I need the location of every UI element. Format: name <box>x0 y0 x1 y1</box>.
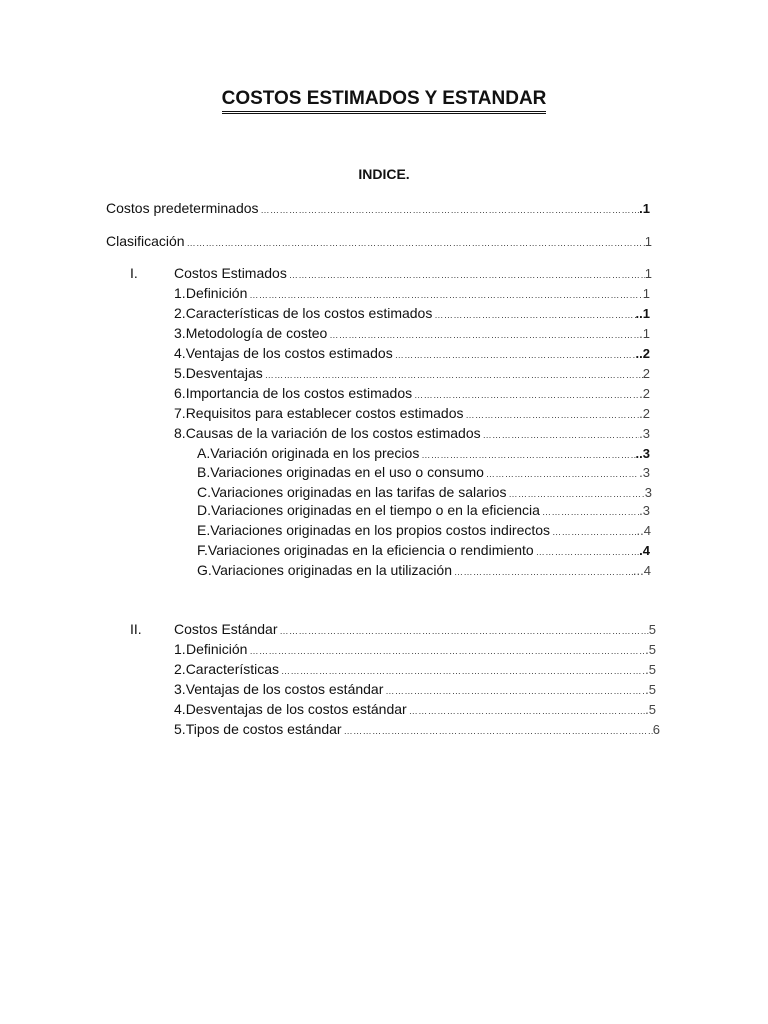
toc-item[interactable] <box>174 304 650 324</box>
toc-item-label: Definición <box>185 641 248 657</box>
toc-entry-label: Costos Estándar <box>174 621 278 637</box>
toc-page-number: 2 <box>642 366 650 381</box>
toc-item-label: Definición <box>185 285 248 301</box>
toc-item-number: 3. <box>174 681 186 697</box>
dot-leader <box>542 503 639 521</box>
toc-item-number: 6. <box>174 385 186 401</box>
toc-page-number: .3 <box>639 503 650 518</box>
toc-subitem-letter: D. <box>197 502 211 518</box>
toc-subitem[interactable] <box>197 541 650 561</box>
toc-item-number: 3. <box>174 325 186 341</box>
toc-item-label: Causas de la variación de los costos estimados <box>185 425 481 441</box>
toc-section-costos-estimados[interactable] <box>174 264 652 284</box>
toc-item[interactable] <box>174 700 656 720</box>
toc-subitem-letter: G. <box>197 562 212 578</box>
toc-page-number: ..2 <box>635 346 650 361</box>
toc-subitem-label: Variaciones originadas en el uso o consumo <box>210 464 484 480</box>
toc-page-number: ..4 <box>636 523 651 538</box>
dot-leader <box>329 326 639 344</box>
toc-item-number: 7. <box>174 405 186 421</box>
toc-item-label: Requisitos para establecer costos estimados <box>185 405 464 421</box>
toc-page-number: .4 <box>639 543 650 558</box>
toc-page-number: 6 <box>652 722 660 737</box>
toc-item-label: Características de los costos estimados <box>185 305 433 321</box>
toc-subitem[interactable] <box>197 561 651 581</box>
toc-page-number: .2 <box>639 386 650 401</box>
toc-subitem[interactable] <box>197 444 650 464</box>
dot-leader <box>265 366 643 384</box>
toc-item-label: Desventajas <box>185 365 263 381</box>
index-heading: INDICE. <box>358 166 410 182</box>
toc-item[interactable] <box>174 324 650 344</box>
toc-page-number: 5 <box>648 622 656 637</box>
toc-item-label: Ventajas de los costos estimados <box>185 345 393 361</box>
dot-leader <box>421 446 635 464</box>
toc-subitem-letter: A. <box>197 445 211 461</box>
toc-page-number: ..3 <box>635 446 650 461</box>
toc-item-number: 5. <box>174 365 186 381</box>
toc-item[interactable] <box>174 344 650 364</box>
dot-leader <box>454 563 633 581</box>
dot-leader <box>552 523 636 541</box>
toc-item-number: 1. <box>174 285 186 301</box>
toc-page-number: .2 <box>639 406 650 421</box>
dot-leader <box>414 386 639 404</box>
toc-item-number: 4. <box>174 701 186 717</box>
section-numeral-ii: II. <box>130 621 142 637</box>
toc-page-number: .3 <box>639 426 650 441</box>
toc-subitem-label: Variaciones originadas en el tiempo o en la eficiencia <box>211 502 540 518</box>
toc-item-label: Tipos de costos estándar <box>185 721 342 737</box>
toc-item[interactable] <box>174 720 660 740</box>
toc-subitem[interactable] <box>197 483 652 503</box>
toc-page-number: 1 <box>642 286 650 301</box>
dot-leader <box>187 234 645 252</box>
toc-subitem-letter: F. <box>197 542 208 558</box>
toc-entry-label: Clasificación <box>106 233 185 249</box>
toc-subitem-label: Variaciones originadas en las tarifas de salarios <box>211 484 507 500</box>
section-numeral-i: I. <box>130 265 138 281</box>
dot-leader <box>344 722 653 740</box>
toc-page-number: .5 <box>645 662 656 677</box>
toc-subitem-label: Variación originada en los precios <box>210 445 420 461</box>
document-title-text: COSTOS ESTIMADOS Y ESTANDAR <box>222 88 547 114</box>
toc-subitem-label: Variaciones originadas en la utilización <box>211 562 452 578</box>
toc-item-label: Ventajas de los costos estándar <box>185 681 384 697</box>
toc-subitem-label: Variaciones originadas en la eficiencia o rendimiento <box>207 542 534 558</box>
toc-page-number: .5 <box>645 642 656 657</box>
toc-page-number: 3 <box>644 485 652 500</box>
toc-page-number: ..1 <box>635 306 650 321</box>
toc-item[interactable] <box>174 364 650 384</box>
toc-section-costos-estandar[interactable] <box>174 620 656 640</box>
toc-item[interactable] <box>174 640 656 660</box>
toc-item[interactable] <box>174 424 650 444</box>
toc-item[interactable] <box>174 404 650 424</box>
toc-subitem[interactable] <box>197 501 650 521</box>
dot-leader <box>249 642 645 660</box>
toc-subitem[interactable] <box>197 463 650 483</box>
toc-item-label: Características <box>185 661 280 677</box>
toc-entry-label: Costos predeterminados <box>106 200 259 216</box>
dot-leader <box>281 662 645 680</box>
dot-leader <box>280 622 649 640</box>
dot-leader <box>409 702 645 720</box>
dot-leader <box>385 682 645 700</box>
toc-item-label: Desventajas de los costos estándar <box>185 701 407 717</box>
toc-subitem-letter: B. <box>197 464 211 480</box>
toc-subitem[interactable] <box>197 521 651 541</box>
toc-item-number: 4. <box>174 345 186 361</box>
toc-page-number: ...4 <box>632 563 651 578</box>
toc-item-number: 2. <box>174 305 186 321</box>
toc-page-number: 1 <box>644 266 652 281</box>
toc-item-label: Metodología de costeo <box>185 325 328 341</box>
toc-item-number: 8. <box>174 425 186 441</box>
dot-leader <box>289 266 645 284</box>
dot-leader <box>395 346 636 364</box>
toc-item[interactable] <box>174 660 656 680</box>
toc-subitem-letter: E. <box>197 522 211 538</box>
dot-leader <box>261 201 640 219</box>
toc-entry-costos-predeterminados[interactable] <box>106 199 650 219</box>
toc-page-number: 1 <box>644 234 652 249</box>
toc-page-number: .5 <box>645 682 656 697</box>
dot-leader <box>434 306 635 324</box>
dot-leader <box>466 406 640 424</box>
toc-item[interactable] <box>174 680 656 700</box>
toc-item-number: 5. <box>174 721 186 737</box>
dot-leader <box>486 465 639 483</box>
dot-leader <box>483 426 640 444</box>
dot-leader <box>536 543 639 561</box>
toc-item-number: 2. <box>174 661 186 677</box>
document-title <box>0 88 768 114</box>
toc-subitem-label: Variaciones originadas en los propios costos indirectos <box>210 522 551 538</box>
toc-page-number: .1 <box>639 326 650 341</box>
toc-item-number: 1. <box>174 641 186 657</box>
toc-page-number: .1 <box>639 201 650 216</box>
toc-item-label: Importancia de los costos estimados <box>185 385 413 401</box>
toc-entry-clasificacion[interactable] <box>106 232 652 252</box>
dot-leader <box>249 286 642 304</box>
toc-page-number: .5 <box>645 702 656 717</box>
toc-entry-label: Costos Estimados <box>174 265 287 281</box>
toc-item[interactable] <box>174 284 650 304</box>
toc-page-number: .3 <box>639 465 650 480</box>
toc-item[interactable] <box>174 384 650 404</box>
toc-subitem-letter: C. <box>197 484 211 500</box>
